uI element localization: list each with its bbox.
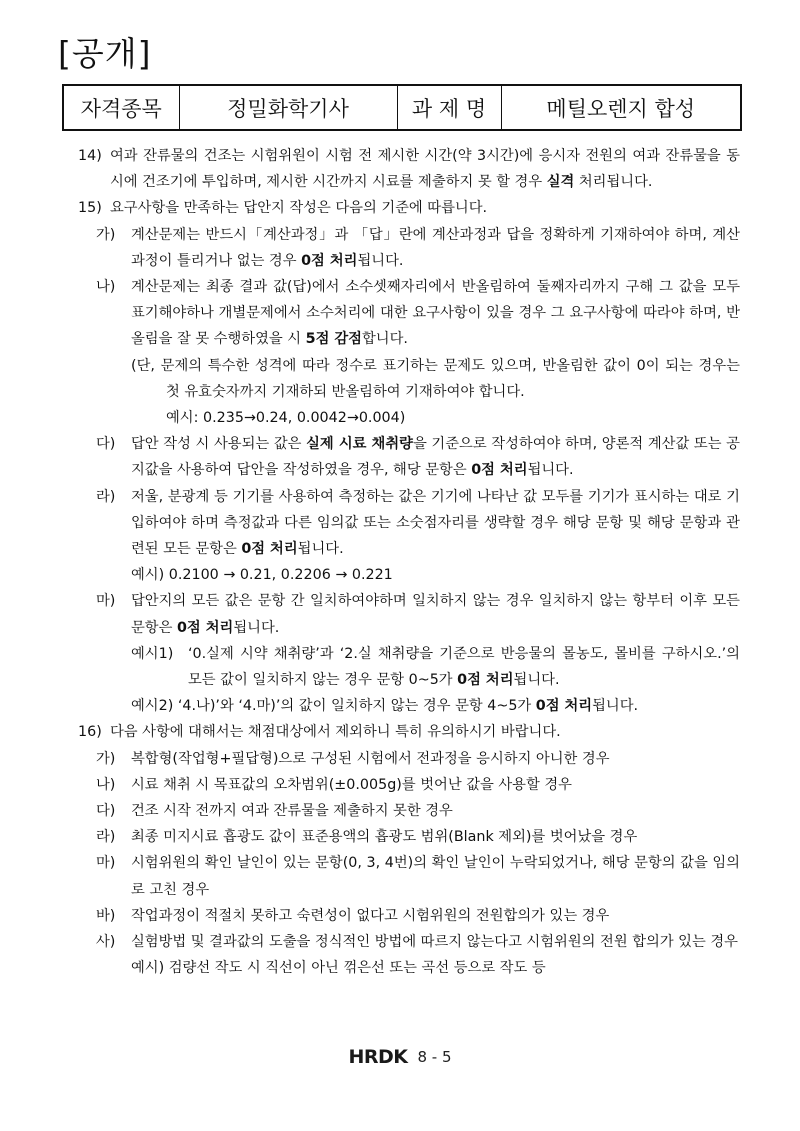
item-text: 계산문제는 최종 결과 값(답)에서 소수셋째자리에서 반올림하여 둘째자리까지 구해 그 값을 모두 표기해야하나 개별문제에서 소수처리에 대한 요구사항이 있을 경우 그 요구사항에 따라야 하며, 반올림을 잘 못 수행하였을 시 5점 감점합니다. xyxy=(131,279,740,348)
item-text: 실험방법 및 결과값의 도출을 정식적인 방법에 따르지 않는다고 시험위원의 전원 합의가 있는 경우 xyxy=(131,934,738,951)
item-number: 마) xyxy=(96,855,116,872)
item-number: 나) xyxy=(96,279,116,296)
item-text: 계산문제는 반드시「계산과정」과 「답」란에 계산과정과 답을 정확하게 기재하여야 하며, 계산과정이 틀리거나 없는 경우 0점 처리됩니다. xyxy=(131,226,740,269)
list-item xyxy=(0,195,740,221)
item-text: 답안지의 모든 값은 문항 간 일치하여야하며 일치하지 않는 경우 일치하지 않는 항부터 이후 모든 문항은 0점 처리됩니다. xyxy=(131,593,740,636)
qualification-label: 자격종목 xyxy=(63,85,179,130)
list-item xyxy=(0,222,740,274)
example-text: 예시) 검량선 작도 시 직선이 아닌 꺾은선 또는 곡선 등으로 작도 등 xyxy=(131,960,546,977)
exam-info-row xyxy=(63,85,741,130)
list-item xyxy=(0,431,740,483)
item-text: 여과 잔류물의 건조는 시험위원이 시험 전 제시한 시간(약 3시간)에 응시자 전원의 여과 잔류물을 동시에 건조기에 투입하며, 제시한 시간까지 시료를 제출하지 못 할 경우 실격 처리됩니다. xyxy=(110,148,740,191)
item-text: 복합형(작업형+필답형)으로 구성된 시험에서 전과정을 응시하지 아니한 경우 xyxy=(131,750,610,767)
list-item xyxy=(0,641,740,693)
hrdk-logo: HRDK xyxy=(348,1046,408,1068)
item-number: 15) xyxy=(78,200,102,217)
item-text: 최종 미지시료 흡광도 값이 표준용액의 흡광도 범위(Blank 제외)를 벗어났을 경우 xyxy=(131,829,638,846)
item-number: 사) xyxy=(96,934,116,951)
example-text: 예시2) ‘4.나)’와 ‘4.마)’의 값이 일치하지 않는 경우 문항 4~5가 0점 처리됩니다. xyxy=(131,698,639,715)
item-number: 라) xyxy=(96,829,116,846)
item-number: 16) xyxy=(78,724,102,741)
list-item xyxy=(0,798,740,824)
list-item xyxy=(0,824,740,850)
item-number: 나) xyxy=(96,776,116,793)
public-stamp: [공개] xyxy=(58,34,152,73)
item-text: 저울, 분광계 등 기기를 사용하여 측정하는 값은 기기에 나타난 값 모두를 기기가 표시하는 대로 기입하여야 하며 측정값과 다른 임의값 또는 소숫점자리를 생략할 경우 해당 문항 및 해당 문항과 관련된 모든 문항은 0점 처리됩니다. xyxy=(131,488,740,558)
list-item xyxy=(0,903,740,929)
list-item xyxy=(0,719,740,745)
item-number: 14) xyxy=(78,148,102,164)
item-text: 요구사항을 만족하는 답안지 작성은 다음의 기준에 따릅니다. xyxy=(110,200,488,217)
item-text: 작업과정이 적절치 못하고 숙련성이 없다고 시험위원의 전원합의가 있는 경우 xyxy=(131,907,610,924)
item-number: 마) xyxy=(96,593,116,610)
exam-info-table xyxy=(62,84,742,131)
list-item xyxy=(0,929,740,955)
example-text: ‘0.실제 시약 채취량’과 ‘2.실 채취량을 기준으로 반응물의 몰농도, 몰비를 구하시오.’의 모든 값이 일치하지 않는 경우 문항 0~5가 0점 처리됩니다. xyxy=(188,645,740,689)
page-footer xyxy=(0,1046,800,1068)
list-item xyxy=(0,850,740,902)
task-value: 메틸오렌지 합성 xyxy=(501,85,741,130)
list-item xyxy=(0,484,740,563)
qualification-value: 정밀화학기사 xyxy=(179,85,397,130)
example-text: 예시) 0.2100 → 0.21, 0.2206 → 0.221 xyxy=(131,567,393,584)
item-number: 라) xyxy=(96,488,116,505)
item-number: 다) xyxy=(96,436,116,453)
list-item xyxy=(0,143,740,195)
item-number: 가) xyxy=(96,226,116,243)
task-label: 과 제 명 xyxy=(397,85,501,130)
list-item xyxy=(0,746,740,772)
item-number: 바) xyxy=(96,907,116,924)
item-text: 시험위원의 확인 날인이 있는 문항(0, 3, 4번)의 확인 날인이 누락되었거나, 해당 문항의 값을 임의로 고친 경우 xyxy=(131,855,740,898)
item-number: 가) xyxy=(96,750,116,767)
list-item xyxy=(0,772,740,798)
item-number: 다) xyxy=(96,803,116,820)
list-item xyxy=(0,274,740,353)
page-number: 8 - 5 xyxy=(417,1048,452,1066)
item-text: 건조 시작 전까지 여과 잔류물을 제출하지 못한 경우 xyxy=(131,803,453,820)
example-number: 예시1) xyxy=(131,645,174,662)
item-text: 답안 작성 시 사용되는 값은 실제 시료 채취량을 기준으로 작성하여야 하며, 양론적 계산값 또는 공지값을 사용하여 답안을 작성하였을 경우, 해당 문항은 0점 처리됩니다. xyxy=(131,436,740,479)
document-body xyxy=(0,143,800,982)
item-text: 다음 사항에 대해서는 채점대상에서 제외하니 특히 유의하시기 바랍니다. xyxy=(110,724,561,741)
rounding-note: (단, 문제의 특수한 성격에 따라 정수로 표기하는 문제도 있으며, 반올림한 값이 0이 되는 경우는 첫 유효숫자까지 기재하되 반올림하여 기재하여야 합니다. 예시: 0.235→0.24, 0.0042→0.004) xyxy=(131,357,740,427)
list-item xyxy=(0,588,740,640)
item-text: 시료 채취 시 목표값의 오차범위(±0.005g)를 벗어난 값을 사용할 경우 xyxy=(131,776,572,793)
